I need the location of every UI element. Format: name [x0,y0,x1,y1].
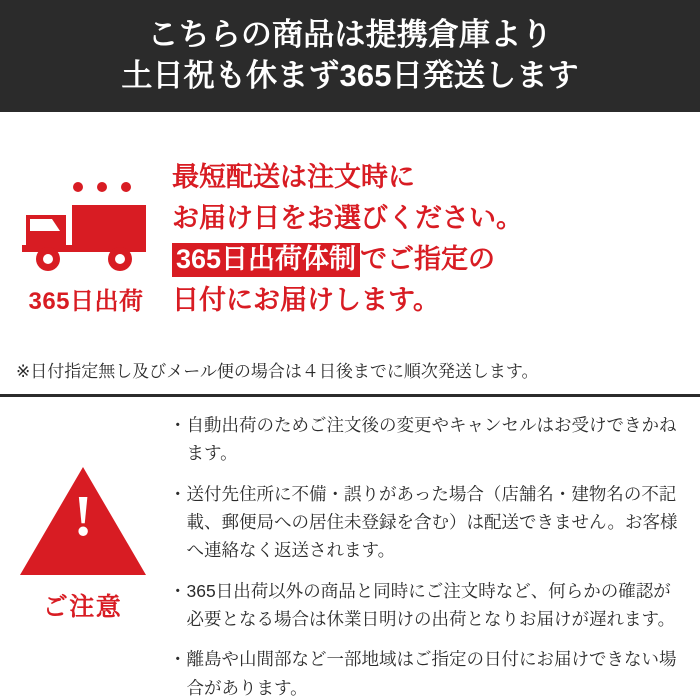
shipping-system-highlight: 365日出荷体制 [172,243,360,277]
caution-bullet-list [165,409,700,700]
delivery-line-3-rest: でご指定の [360,244,496,275]
list-item-text: 離島や山間部など一部地域はご指定の日付にお届けできない場合があります。 [186,649,677,698]
warning-triangle-icon [20,467,146,575]
bullet-marker: ・ [169,580,187,601]
list-item-text: 自動出荷のためご注文後の変更やキャンセルはお受けできかねます。 [186,415,677,464]
bullet-marker: ・ [169,649,187,670]
caution-label: ご注意 [42,593,123,621]
delivery-line-4: 日付にお届けします。 [172,285,440,316]
list-item [169,645,686,700]
caution-block [0,409,165,700]
delivery-line-3 [172,239,688,280]
delivery-truck-icon [20,181,152,273]
list-item [169,577,686,634]
header-line-1: こちらの商品は提携倉庫より [147,17,553,53]
delivery-line-1: 最短配送は注文時に [172,162,415,193]
list-item-text: 送付先住所に不備・誤りがあった場合（店舗名・建物名の不記載、郵便局への居住未登録を含む）は配送できません。お客様へ連絡なく返送されます。 [186,483,678,561]
banner-header [0,0,700,112]
delivery-note: ※日付指定無し及びメール便の場合は４日後までに順次発送します。 [16,362,539,382]
bullet-marker: ・ [169,483,187,504]
truck-label: 365日出荷 [28,287,144,315]
delivery-text-block [172,122,700,356]
delivery-section [0,112,700,397]
delivery-section-body [0,122,700,356]
delivery-line-2: お届け日をお選びください。 [172,203,523,234]
list-item [169,480,686,565]
header-line-2: 土日祝も休まず365日発送します [121,58,579,93]
list-item [169,411,686,468]
list-item-text: 365日出荷以外の商品と同時にご注文時など、何らかの確認が必要となる場合は休業日明けの出荷となりお届けが遅れます。 [186,580,676,630]
truck-block [0,122,172,356]
exclamation-mark: ! [73,483,93,548]
bullet-marker: ・ [169,415,187,435]
caution-section [0,397,700,700]
